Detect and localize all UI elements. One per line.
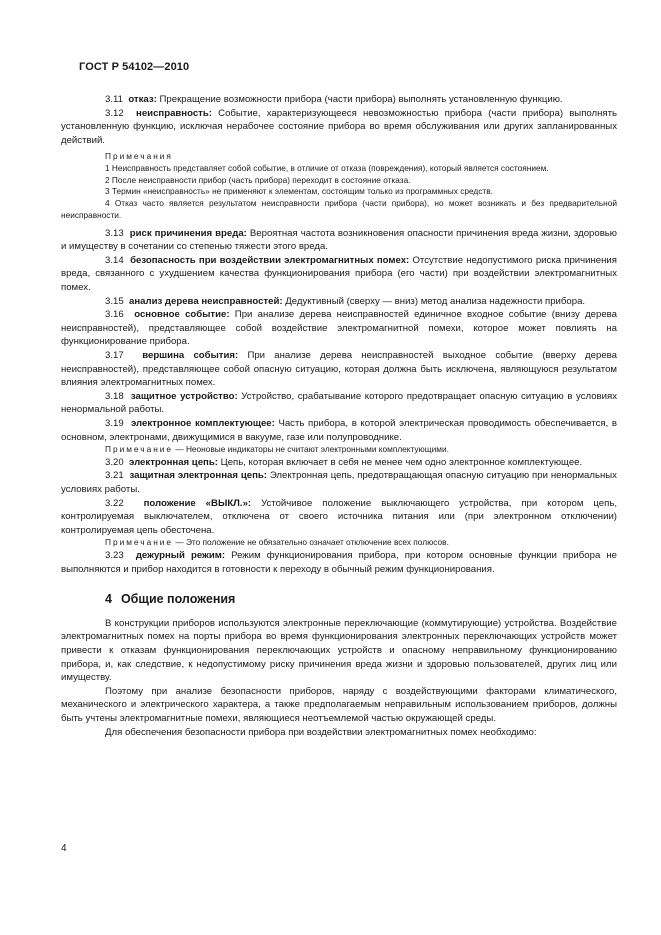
definition-text: Цепь, которая включает в себя не менее чем одно электронное комплектующее. bbox=[217, 456, 583, 468]
note-item: 3 Термин «неисправность» не применяют к элементам, состоящим только из программных средств. bbox=[105, 186, 493, 197]
definitions-group bbox=[61, 549, 617, 576]
definition-term: неисправность: bbox=[136, 107, 212, 119]
definition-text: При анализе дерева неисправностей единичное входное событие (внизу дерева неисправностей), представляющее собой воздействие электромагнитной помехи, которое может повлиять на функционирование прибора. bbox=[61, 309, 617, 348]
note bbox=[61, 537, 617, 549]
definition-number: 3.20 bbox=[105, 456, 124, 468]
definition-number: 3.14 bbox=[105, 254, 124, 266]
note bbox=[61, 444, 617, 456]
definition-term: основное событие: bbox=[134, 309, 230, 321]
definition-number: 3.18 bbox=[105, 390, 124, 402]
definition-term: безопасность при воздействии электромагнитных помех: bbox=[130, 254, 410, 266]
definition-text: Прекращение возможности прибора (части прибора) выполнять установленную функцию. bbox=[156, 94, 563, 105]
notes-list bbox=[61, 163, 617, 222]
definition-term: защитное устройство: bbox=[130, 390, 238, 402]
note-label: Примечание bbox=[105, 444, 174, 455]
section-body bbox=[61, 617, 617, 739]
definition-term: положение «ВЫКЛ.»: bbox=[143, 497, 252, 509]
section-heading bbox=[105, 593, 617, 607]
definition-term: электронное комплектующее: bbox=[130, 417, 275, 429]
definition-number: 3.21 bbox=[105, 470, 124, 482]
note-item: 1 Неисправность представляет собой событие, в отличие от отказа (повреждения), который является состоянием. bbox=[105, 163, 549, 174]
definition-3-15 bbox=[61, 295, 617, 309]
definitions-group bbox=[61, 456, 617, 538]
notes-block bbox=[61, 151, 617, 221]
note-text: — Это положение не обязательно означает отключение всех полюсов. bbox=[173, 537, 449, 548]
definition-number: 3.23 bbox=[105, 550, 124, 562]
definition-number: 3.22 bbox=[105, 497, 124, 509]
definition-3-16 bbox=[61, 308, 617, 349]
note-text: — Неоновые индикаторы не считают электронными комплектующими. bbox=[173, 444, 449, 455]
definition-number: 3.19 bbox=[105, 417, 124, 429]
definition-3-19 bbox=[61, 417, 617, 444]
definition-term: анализ дерева неисправностей: bbox=[129, 295, 283, 307]
note-item: 2 После неисправности прибор (часть прибора) переходит в состояние отказа. bbox=[105, 174, 411, 185]
definition-number: 3.17 bbox=[105, 349, 124, 361]
note-label: Примечание bbox=[105, 537, 174, 548]
definition-3-14 bbox=[61, 254, 617, 295]
definition-3-22 bbox=[61, 497, 617, 538]
body-paragraph: Для обеспечения безопасности прибора при воздействии электромагнитных помех необходимо: bbox=[105, 726, 537, 738]
definition-text: При анализе дерева неисправностей выходное событие (вверху дерева неисправностей), представляющее собой опасную ситуацию, которая должна быть исключена, являющуюся результатом влияния электромагнитных помех. bbox=[61, 349, 617, 389]
definition-3-21 bbox=[61, 469, 617, 496]
definition-text: Устойчивое положение выключающего устройства, при котором цепь, контролируемая выключателем, отключена от своего источника питания или (при электронном отключении) контролируемая цепь обесточена. bbox=[61, 497, 617, 536]
page-content bbox=[61, 93, 617, 739]
body-paragraph: Поэтому при анализе безопасности приборов, наряду с воздействующими факторами климатического, механического и электрического характера, а также предполагаемым неправильным использованием приборов, должны быть учтены электромагнитные помехи, являющиеся неотъемлемой частью окружающей среды. bbox=[61, 685, 617, 724]
definition-3-11 bbox=[61, 93, 617, 107]
definition-term: вершина события: bbox=[142, 349, 239, 361]
definition-number: 3.13 bbox=[105, 227, 124, 239]
definition-term: отказ: bbox=[128, 94, 157, 105]
definitions-group bbox=[61, 227, 617, 445]
definition-3-12 bbox=[61, 107, 617, 148]
section-number: 4 bbox=[105, 592, 112, 607]
definition-3-17 bbox=[61, 349, 617, 390]
definition-number: 3.15 bbox=[105, 295, 124, 307]
definition-term: дежурный режим: bbox=[135, 550, 226, 562]
definition-3-23 bbox=[61, 549, 617, 576]
definition-3-18 bbox=[61, 390, 617, 417]
definition-text: Часть прибора, в которой электрическая проводимость обеспечивается, в основном, электронами, движущимися в вакууме, газе или полупроводнике. bbox=[61, 417, 617, 443]
definition-text: Режим функционирования прибора, при котором основные функции прибора не выполняются и прибор находится в готовности к переходу в обычный режим функционирования. bbox=[61, 550, 617, 575]
definition-term: защитная электронная цепь: bbox=[129, 470, 267, 482]
definition-text: Вероятная частота возникновения опасности причинения вреда жизни, здоровью и имуществу в сочетании со степенью тяжести этого вреда. bbox=[61, 227, 617, 253]
standard-header: ГОСТ Р 54102—2010 bbox=[79, 61, 190, 73]
definition-term: риск причинения вреда: bbox=[129, 227, 247, 239]
definitions-group bbox=[61, 93, 617, 147]
body-paragraph: В конструкции приборов используются электронные переключающие (коммутирующие) устройства. Воздействие электромагнитных помех на порты прибора во время функционирования электронных переключающих устройств может привести к отказам функционирования переключающих устройств и опасному неправильному функционированию прибора, и, как следствие, к недопустимому риску причинения вреда жизни и здоровью пользователей, других лиц или имуществу. bbox=[61, 617, 617, 684]
definition-text: Электронная цепь, предотвращающая опасную ситуацию при ненормальных условиях работы. bbox=[61, 470, 617, 495]
definition-number: 3.12 bbox=[105, 107, 124, 119]
page-number: 4 bbox=[61, 843, 67, 854]
definition-number: 3.16 bbox=[105, 309, 124, 321]
definition-text: Дедуктивный (сверху — вниз) метод анализа надежности прибора. bbox=[282, 295, 586, 307]
definition-number: 3.11 bbox=[105, 94, 123, 105]
definition-text: Событие, характеризующееся невозможностью прибора (части прибора) выполнять установленную функцию, исключая нерабочее состояние прибора во время обслуживания или других запланированных действий. bbox=[61, 107, 617, 146]
notes-heading: Примечания bbox=[105, 151, 173, 162]
definition-3-13 bbox=[61, 227, 617, 254]
note-item: 4 Отказ часто является результатом неисправности прибора (части прибора), но может возникать и без предварительной неисправности. bbox=[61, 198, 617, 220]
definition-term: электронная цепь: bbox=[129, 456, 218, 468]
section-title: Общие положения bbox=[120, 592, 236, 607]
definition-3-20 bbox=[61, 456, 617, 470]
definition-text: Устройство, срабатывание которого предотвращает опасную ситуацию в условиях ненормальной работы. bbox=[61, 390, 617, 416]
definition-text: Отсутствие недопустимого риска причинения вреда, связанного с ухудшением качества функционирования прибора (его части) при воздействии электромагнитных помех. bbox=[61, 254, 617, 293]
